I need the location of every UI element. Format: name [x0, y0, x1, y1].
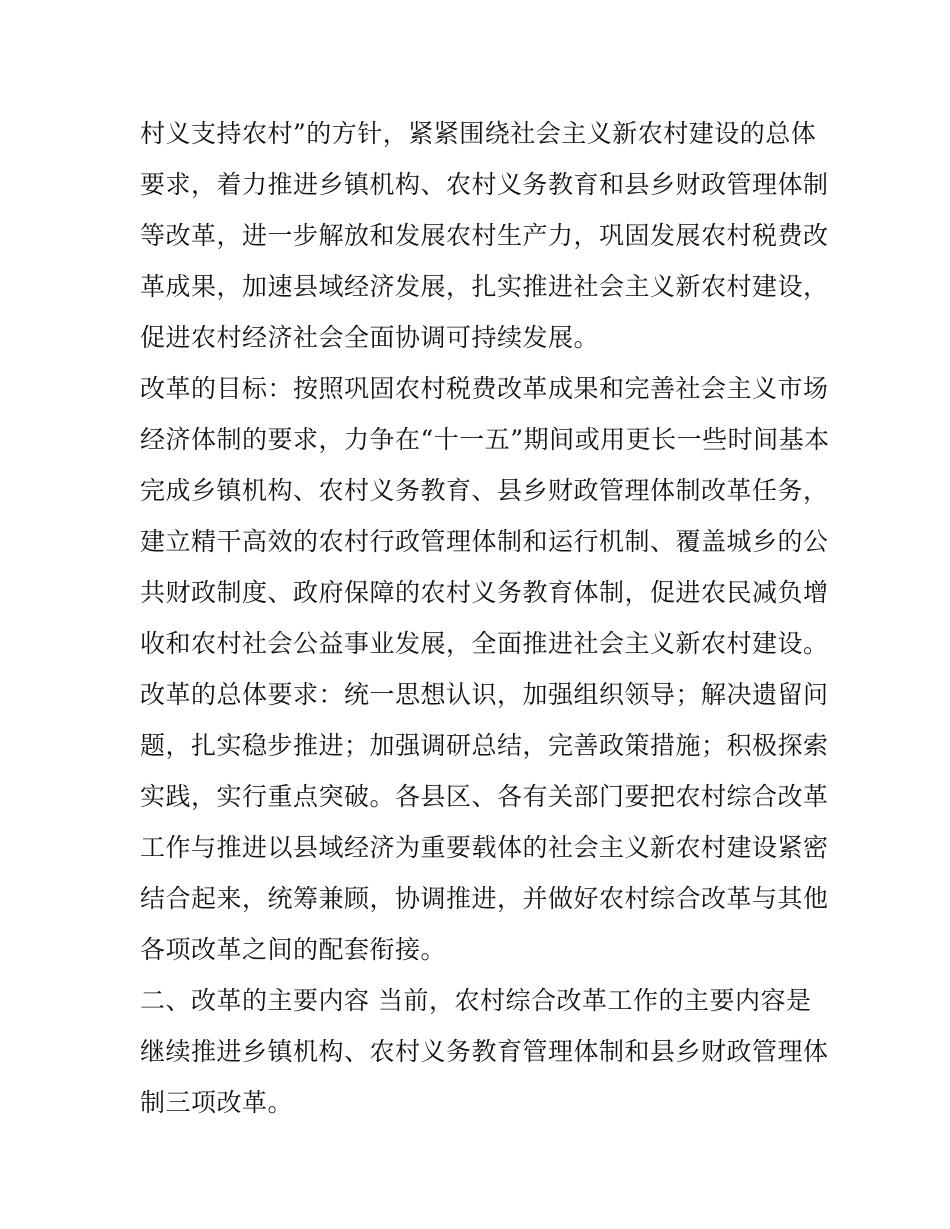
text-line: 工作与推进以县域经济为重要载体的社会主义新农村建设紧密: [140, 833, 829, 862]
text-line: 建立精干高效的农村行政管理体制和运行机制、覆盖城乡的公: [140, 527, 829, 556]
text-line: 实践，实行重点突破。各县区、各有关部门要把农村综合改革: [140, 782, 829, 811]
text-line: 题，扎实稳步推进；加强调研总结，完善政策措施；积极探索: [140, 731, 829, 760]
text-line: 村义支持农村”的方针，紧紧围绕社会主义新农村建设的总体: [140, 119, 817, 148]
text-line: 制三项改革。: [140, 1088, 294, 1117]
text-line: 二、改革的主要内容 当前，农村综合改革工作的主要内容是: [140, 986, 812, 1015]
text-line: 革成果，加速县域经济发展，扎实推进社会主义新农村建设，: [140, 272, 829, 301]
text-line: 改革的总体要求：统一思想认识，加强组织领导；解决遗留问: [140, 680, 829, 709]
text-line: 改革的目标：按照巩固农村税费改革成果和完善社会主义市场: [140, 374, 829, 403]
text-line: 完成乡镇机构、农村义务教育、县乡财政管理体制改革任务，: [140, 476, 829, 505]
text-line: 收和农村社会公益事业发展，全面推进社会主义新农村建设。: [140, 629, 829, 658]
text-line: 共财政制度、政府保障的农村义务教育体制，促进农民减负增: [140, 578, 829, 607]
text-line: 各项改革之间的配套衔接。: [140, 935, 447, 964]
text-line: 促进农村经济社会全面协调可持续发展。: [140, 323, 600, 352]
text-line: 要求，着力推进乡镇机构、农村义务教育和县乡财政管理体制: [140, 170, 829, 199]
text-line: 等改革，进一步解放和发展农村生产力，巩固发展农村税费改: [140, 221, 829, 250]
text-line: 经济体制的要求，力争在“十一五”期间或用更长一些时间基本: [140, 425, 830, 454]
text-line: 结合起来，统筹兼顾，协调推进，并做好农村综合改革与其他: [140, 884, 829, 913]
document-body: [140, 108, 830, 1128]
text-line: 继续推进乡镇机构、农村义务教育管理体制和县乡财政管理体: [140, 1037, 829, 1066]
